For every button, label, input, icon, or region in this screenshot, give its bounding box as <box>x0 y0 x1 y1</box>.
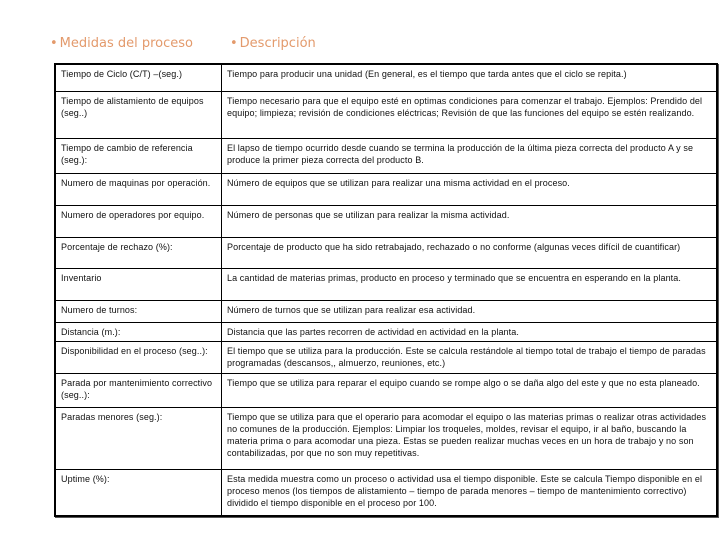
measure-cell: Inventario <box>55 268 222 300</box>
measure-cell: Parada por mantenimiento correctivo (seg..): <box>55 373 222 407</box>
header-description <box>230 36 316 51</box>
measures-table <box>54 63 718 517</box>
table-row <box>55 237 717 268</box>
measure-cell: Disponibilidad en el proceso (seg..): <box>55 341 222 373</box>
table-row <box>55 173 717 205</box>
description-cell: La cantidad de materias primas, producto en proceso y terminado que se encuentra en esperando en la planta. <box>222 268 718 300</box>
description-cell: Tiempo que se utiliza para que el operario para acomodar el equipo o las materias primas o realizar otras actividades no comunes de la producción. Ejemplos: Limpiar los troqueles, moldes, revisar el equipo, ir al baño, buscando la materia prima o para acomodar una pieza. Estas se pueden realizar muchas veces en un hora de trabajo y no son contabilizadas, por que no son muy repetitivas. <box>222 407 718 469</box>
table-row <box>55 205 717 237</box>
description-cell: Tiempo que se utiliza para reparar el equipo cuando se rompe algo o se daña algo del este y que no esta planeado. <box>222 373 718 407</box>
description-cell: Esta medida muestra como un proceso o actividad usa el tiempo disponible. Este se calcula Tiempo disponible en el proceso menos (los tiempos de alistamiento – tiempo de parada menores – tiempo de mantenimiento correctivo) dividido el tiempo disponible en el proceso por 100. <box>222 469 718 516</box>
table-row <box>55 91 717 138</box>
measure-cell: Numero de operadores por equipo. <box>55 205 222 237</box>
table-row <box>55 64 717 91</box>
description-cell: Tiempo para producir una unidad (En general, es el tiempo que tarda antes que el ciclo se repita.) <box>222 64 718 91</box>
header-measures-label: Medidas del proceso <box>59 36 194 51</box>
measure-cell: Tiempo de Ciclo (C/T) –(seg.) <box>55 64 222 91</box>
measure-cell: Numero de turnos: <box>55 300 222 322</box>
table-row <box>55 300 717 322</box>
description-cell: Número de equipos que se utilizan para realizar una misma actividad en el proceso. <box>222 173 718 205</box>
measure-cell: Numero de maquinas por operación. <box>55 173 222 205</box>
measure-cell: Tiempo de alistamiento de equipos (seg..) <box>55 91 222 138</box>
description-cell: Distancia que las partes recorren de actividad en actividad en la planta. <box>222 322 718 341</box>
header-measures <box>50 36 193 51</box>
table-row <box>55 322 717 341</box>
description-cell: Tiempo necesario para que el equipo esté en optimas condiciones para comenzar el trabajo. Ejemplos: Prendido del equipo; limpieza; revisión de condiciones eléctricas; Revisión de que las funciones del equipo se estén realizando. <box>222 91 718 138</box>
measure-cell: Porcentaje de rechazo (%): <box>55 237 222 268</box>
table-row <box>55 407 717 469</box>
description-cell: Número de turnos que se utilizan para realizar esa actividad. <box>222 300 718 322</box>
header-description-label: Descripción <box>239 36 316 51</box>
measure-cell: Uptime (%): <box>55 469 222 516</box>
table-row <box>55 341 717 373</box>
table-row <box>55 373 717 407</box>
measure-cell: Tiempo de cambio de referencia (seg.): <box>55 138 222 173</box>
description-cell: Porcentaje de producto que ha sido retrabajado, rechazado o no conforme (algunas veces difícil de cuantificar) <box>222 237 718 268</box>
description-cell: Número de personas que se utilizan para realizar la misma actividad. <box>222 205 718 237</box>
table-row <box>55 469 717 516</box>
table-row <box>55 138 717 173</box>
description-cell: El tiempo que se utiliza para la producción. Este se calcula restándole al tiempo total de trabajo el tiempo de paradas programadas (descansos,, almuerzo, reuniones, etc.) <box>222 341 718 373</box>
table-row <box>55 268 717 300</box>
measure-cell: Paradas menores (seg.): <box>55 407 222 469</box>
bullet: • <box>50 36 58 51</box>
measure-cell: Distancia (m.): <box>55 322 222 341</box>
description-cell: El lapso de tiempo ocurrido desde cuando se termina la producción de la última pieza correcta del producto A y se produce la primer pieza correcta del producto B. <box>222 138 718 173</box>
bullet: • <box>230 36 238 51</box>
